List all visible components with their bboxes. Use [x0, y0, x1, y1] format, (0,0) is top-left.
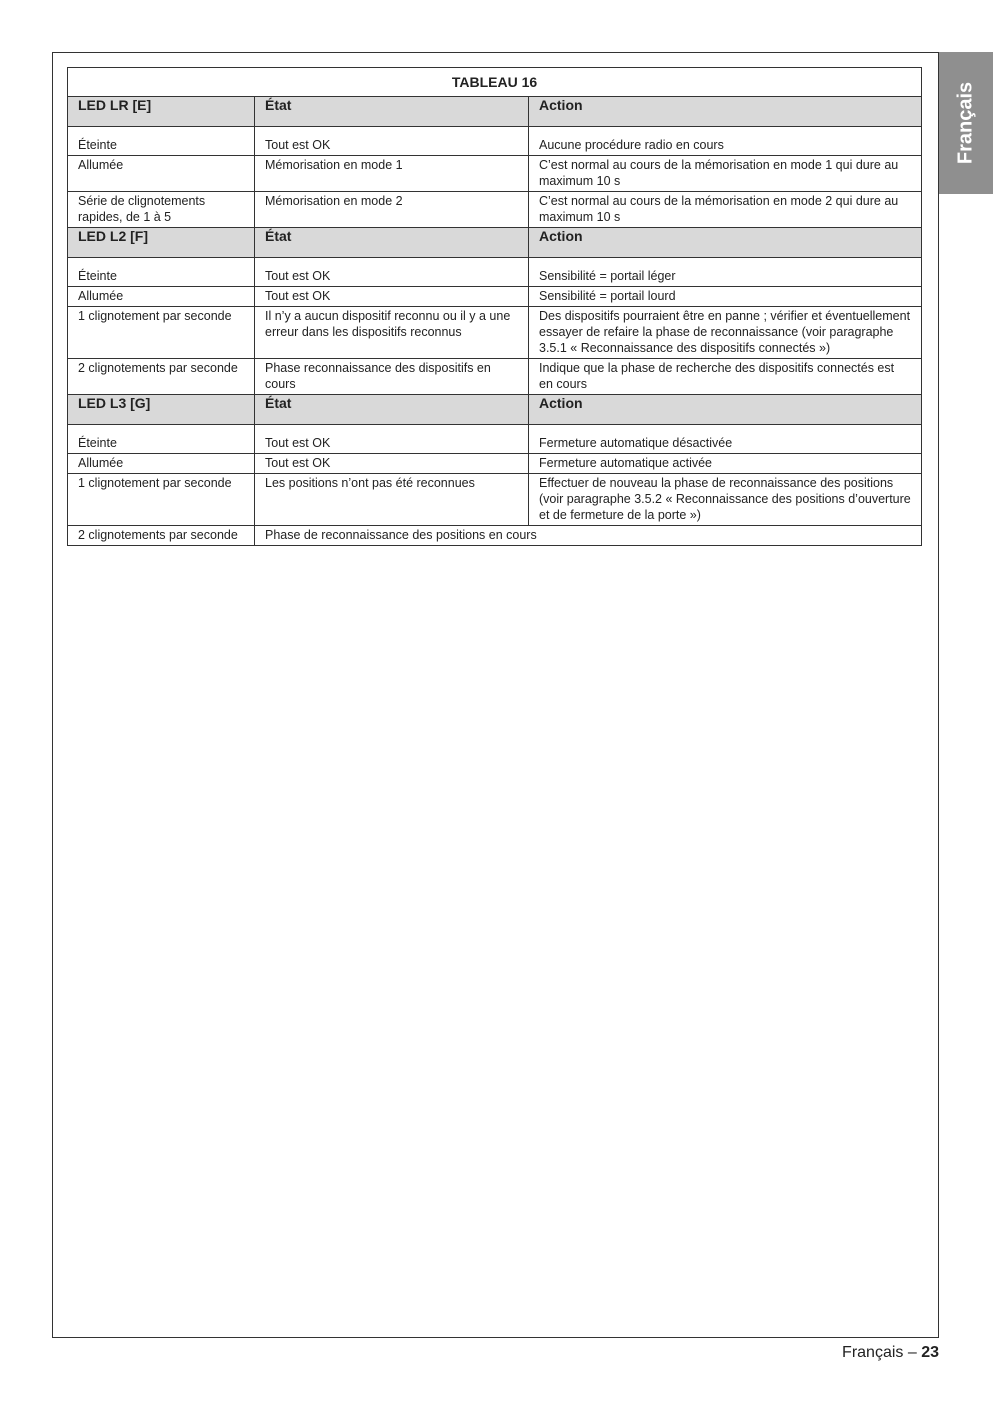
cell-action: Fermeture automatique activée	[529, 454, 922, 474]
table-row	[68, 258, 922, 287]
language-side-tab	[939, 52, 993, 194]
cell-led: 2 clignotements par seconde	[68, 359, 255, 395]
table-row	[68, 474, 922, 526]
cell-action: Sensibilité = portail léger	[529, 258, 922, 287]
footer-language: Français –	[842, 1344, 917, 1361]
cell-state: Tout est OK	[255, 425, 529, 454]
cell-state: Tout est OK	[255, 127, 529, 156]
cell-led: 1 clignotement par seconde	[68, 307, 255, 359]
cell-led: Série de clignotements rapides, de 1 à 5	[68, 192, 255, 228]
table-row	[68, 287, 922, 307]
header-state: État	[255, 228, 529, 258]
header-led: LED LR [E]	[68, 97, 255, 127]
header-led: LED L2 [F]	[68, 228, 255, 258]
table-row	[68, 307, 922, 359]
language-side-tab-label: Français	[954, 81, 977, 165]
header-state: État	[255, 97, 529, 127]
cell-state: Il n’y a aucun dispositif reconnu ou il y a une erreur dans les dispositifs reconnus	[255, 307, 529, 359]
table-title: TABLEAU 16	[68, 68, 922, 97]
cell-action: C’est normal au cours de la mémorisation en mode 1 qui dure au maximum 10 s	[529, 156, 922, 192]
cell-state-action: Phase de reconnaissance des positions en cours	[255, 526, 922, 546]
header-state: État	[255, 395, 529, 425]
table-row	[68, 454, 922, 474]
page-number: 23	[921, 1344, 939, 1361]
cell-state: Mémorisation en mode 1	[255, 156, 529, 192]
table-row	[68, 425, 922, 454]
table-row	[68, 156, 922, 192]
cell-led: 1 clignotement par seconde	[68, 474, 255, 526]
header-action: Action	[529, 228, 922, 258]
cell-state: Mémorisation en mode 2	[255, 192, 529, 228]
cell-action: Fermeture automatique désactivée	[529, 425, 922, 454]
cell-action: Aucune procédure radio en cours	[529, 127, 922, 156]
section-header-row	[68, 228, 922, 258]
cell-action: Indique que la phase de recherche des dispositifs connectés est en cours	[529, 359, 922, 395]
header-action: Action	[529, 395, 922, 425]
led-status-table	[67, 67, 922, 546]
page-footer	[842, 1344, 939, 1362]
table-row	[68, 359, 922, 395]
table-row	[68, 127, 922, 156]
cell-state: Tout est OK	[255, 258, 529, 287]
cell-action: Des dispositifs pourraient être en panne ; vérifier et éventuellement essayer de refaire la phase de reconnaissance (voir paragraphe 3.5.1 « Reconnaissance des dispositifs connectés »)	[529, 307, 922, 359]
header-action: Action	[529, 97, 922, 127]
cell-led: 2 clignotements par seconde	[68, 526, 255, 546]
header-led: LED L3 [G]	[68, 395, 255, 425]
table-row	[68, 192, 922, 228]
cell-action: Effectuer de nouveau la phase de reconnaissance des positions (voir paragraphe 3.5.2 « Reconnaissance des positions d’ouverture et de fermeture de la porte »)	[529, 474, 922, 526]
section-header-row	[68, 395, 922, 425]
cell-state: Phase reconnaissance des dispositifs en cours	[255, 359, 529, 395]
cell-state: Les positions n’ont pas été reconnues	[255, 474, 529, 526]
cell-led: Éteinte	[68, 127, 255, 156]
cell-state: Tout est OK	[255, 454, 529, 474]
cell-state: Tout est OK	[255, 287, 529, 307]
cell-led: Éteinte	[68, 425, 255, 454]
table-row	[68, 526, 922, 546]
cell-led: Éteinte	[68, 258, 255, 287]
cell-action: Sensibilité = portail lourd	[529, 287, 922, 307]
cell-action: C’est normal au cours de la mémorisation en mode 2 qui dure au maximum 10 s	[529, 192, 922, 228]
cell-led: Allumée	[68, 454, 255, 474]
cell-led: Allumée	[68, 156, 255, 192]
cell-led: Allumée	[68, 287, 255, 307]
section-header-row	[68, 97, 922, 127]
